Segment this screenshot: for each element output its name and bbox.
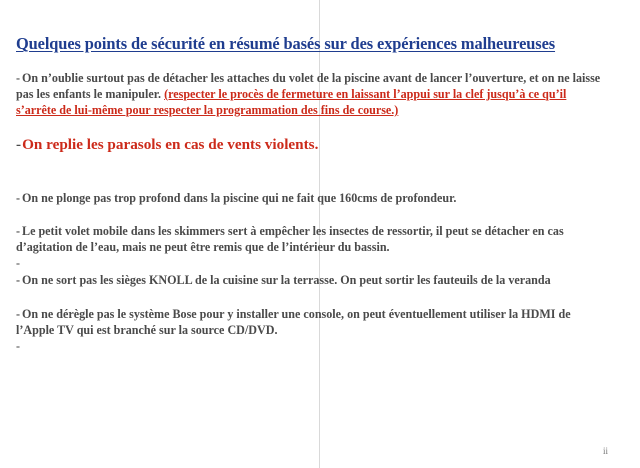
safety-item-note-red: (respecter le procès de fermeture en laissant l’appui sur la clef jusqu’à ce qu’il s’arrête de lui-même pour respecter la programmation des fins de course.) [16,87,567,117]
safety-item-skimmers [16,223,606,255]
bullet-dash: - [16,224,21,238]
empty-bullet: - [16,339,20,353]
empty-bullet: - [16,256,20,270]
bullet-dash: - [16,191,21,205]
bullet-dash: - [16,71,21,85]
safety-item-text: On ne dérègle pas le système Bose pour y installer une console, on peut éventuellement utiliser la HDMI de l’Apple TV qui est branché sur la source CD/DVD. [16,307,571,337]
page-title: Quelques points de sécurité en résumé basés sur des expériences malheureuses [16,34,556,53]
safety-item-text: On ne plonge pas trop profond dans la piscine qui ne fait que 160cms de profondeur. [22,191,457,205]
safety-item-diving [16,190,606,206]
safety-item-text: On ne sort pas les sièges KNOLL de la cuisine sur la terrasse. On peut sortir les fauteuils de la veranda [22,273,551,287]
page-number: ii [602,446,608,456]
safety-item-parasols [16,136,318,154]
safety-item-bose-system [16,306,606,338]
safety-item-pool-cover [16,70,606,118]
bullet-dash: - [16,307,21,321]
bullet-dash: - [16,273,21,287]
safety-item-text: Le petit volet mobile dans les skimmers sert à empêcher les insectes de ressortir, il peut se détacher en cas d’agitation de l’eau, mais ne peut être remis que de l’intérieur du bassin. [16,224,564,254]
safety-item-knoll-chairs [16,272,606,288]
safety-item-text: On n’oublie surtout pas de détacher les attaches du volet de la piscine avant de lancer l’ouverture, et on ne laisse pas les enfants le manipuler. [16,71,601,101]
safety-item-text: On replie les parasols en cas de vents violents. [22,136,319,153]
bullet-dash: - [16,136,22,153]
